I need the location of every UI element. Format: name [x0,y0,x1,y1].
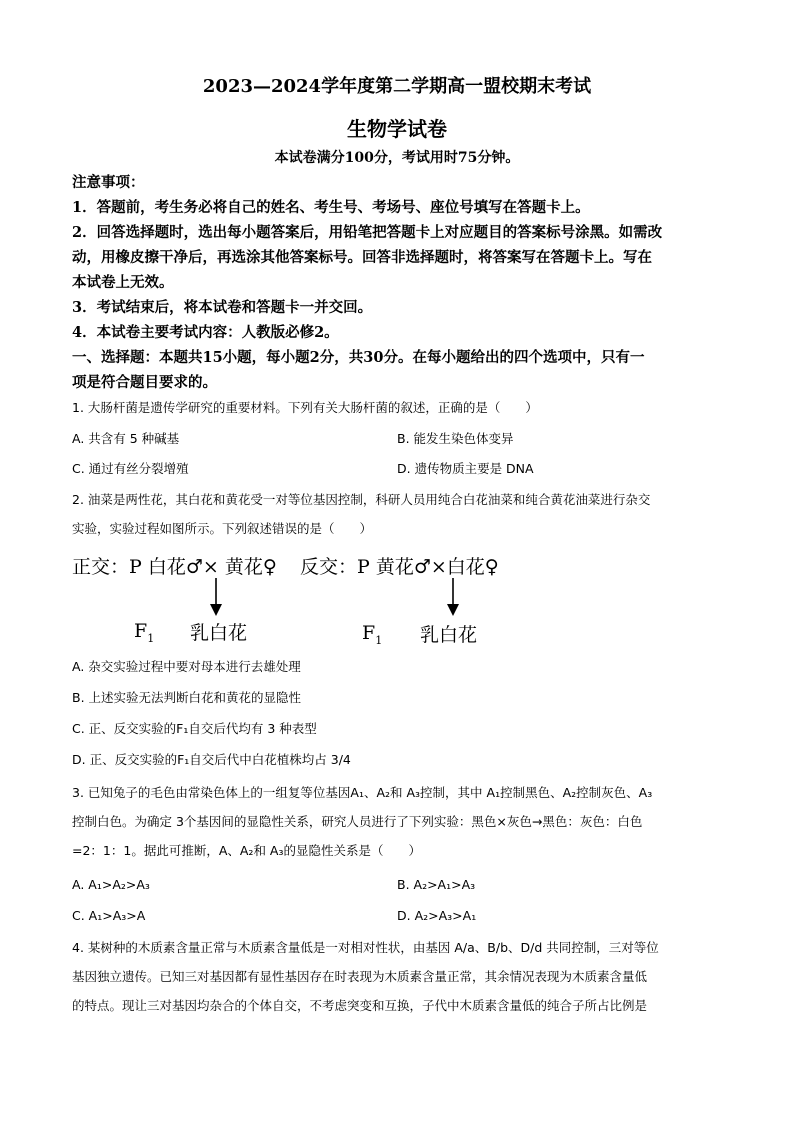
notice-item: 本试卷上无效。 [72,274,174,291]
question-stem: 1. 大肠杆菌是遗传学研究的重要材料。下列有关大肠杆菌的叙述，正确的是（ ） [72,400,538,415]
question-2 [72,485,724,543]
notice-section [72,170,724,395]
forward-cross: 正交：P 白花♂× 黄花♀ [72,556,277,578]
option-d: D. 遗传物质主要是 DNA [397,461,534,476]
options-row [72,870,724,899]
f1-result: 乳白花 [190,622,248,644]
notice-heading: 注意事项： [72,174,145,191]
question-4 [72,933,724,1020]
option-a: A. 杂交实验过程中要对母本进行去雄处理 [72,659,301,674]
f1-result: 乳白花 [420,624,478,646]
options-row [72,901,724,930]
option-c: C. A₁>A₃>A [72,908,146,923]
section-heading: 项是符合题目要求的。 [72,374,217,391]
question-stem: =2：1：1。据此可推断，A、A₂和 A₃的显隐性关系是（ ） [72,843,421,858]
option-c: C. 正、反交实验的F₁自交后代均有 3 种表型 [72,721,317,736]
question-stem: 控制白色。为确定 3个基因间的显隐性关系，研究人员进行了下列实验：黑色×灰色→黑色：灰色：白色 [72,814,643,829]
exam-info: 本试卷满分100分，考试用时75分钟。 [274,150,520,166]
notice-item: 4．本试卷主要考试内容：人教版必修2。 [72,324,339,341]
option-b: B. 能发生染色体变异 [397,431,514,446]
question-stem: 基因独立遗传。已知三对基因都有显性基因存在时表现为木质素含量正常，其余情况表现为木质素含量低 [72,969,648,984]
question-stem: 实验，实验过程如图所示。下列叙述错误的是（ ） [72,521,373,536]
arrow-head [447,604,459,616]
f1-label: $F_1$ [362,622,383,647]
notice-item: 动，用橡皮擦干净后，再选涂其他答案标号。回答非选择题时，将答案写在答题卡上。写在 [72,249,652,266]
notice-item: 1．答题前，考生务必将自己的姓名、考生号、考场号、座位号填写在答题卡上。 [72,199,590,216]
f1-label: $F_1$ [134,620,155,645]
option-b: B. A₂>A₁>A₃ [397,877,476,892]
question-stem: 2. 油菜是两性花，其白花和黄花受一对等位基因控制，科研人员用纯合白花油菜和纯合黄花油菜进行杂交 [72,492,651,507]
options-row [72,454,724,483]
options-row [72,424,724,453]
option-a: A. A₁>A₂>A₃ [72,877,150,892]
notice-item: 2．回答选择题时，选出每小题答案后，用铅笔把答题卡上对应题目的答案标号涂黑。如需改 [72,224,663,241]
option-a: A. 共含有 5 种碱基 [72,431,180,446]
notice-item: 3．考试结束后，将本试卷和答题卡一并交回。 [72,299,373,316]
question-3 [72,778,724,865]
question-1 [72,393,724,422]
exam-subtitle: 生物学试卷 [347,117,447,141]
option-d: D. 正、反交实验的F₁自交后代中白花植株均占 3/4 [72,752,351,767]
question-stem: 4. 某树种的木质素含量正常与木质素含量低是一对相对性状，由基因 A/a、B/b、D/d 共同控制，三对等位 [72,940,659,955]
exam-title: 2023—2024学年度第二学期高一盟校期末考试 [202,76,592,97]
question-stem: 3. 已知兔子的毛色由常染色体上的一组复等位基因A₁、A₂和 A₃控制，其中 A₁控制黑色、A₂控制灰色、A₃ [72,785,653,800]
section-heading: 一、选择题：本题共15小题，每小题2分，共30分。在每小题给出的四个选项中，只有一 [72,349,645,366]
option-d: D. A₂>A₃>A₁ [397,908,477,923]
option-c: C. 通过有丝分裂增殖 [72,461,189,476]
option-b: B. 上述实验无法判断白花和黄花的显隐性 [72,690,302,705]
cross-diagram [72,548,542,648]
question-stem: 的特点。现让三对基因均杂合的个体自交，不考虑突变和互换，子代中木质素含量低的纯合子所占比例是 [72,998,648,1013]
reverse-cross: 反交：P 黄花♂×白花♀ [300,556,499,578]
arrow-head [210,604,222,616]
